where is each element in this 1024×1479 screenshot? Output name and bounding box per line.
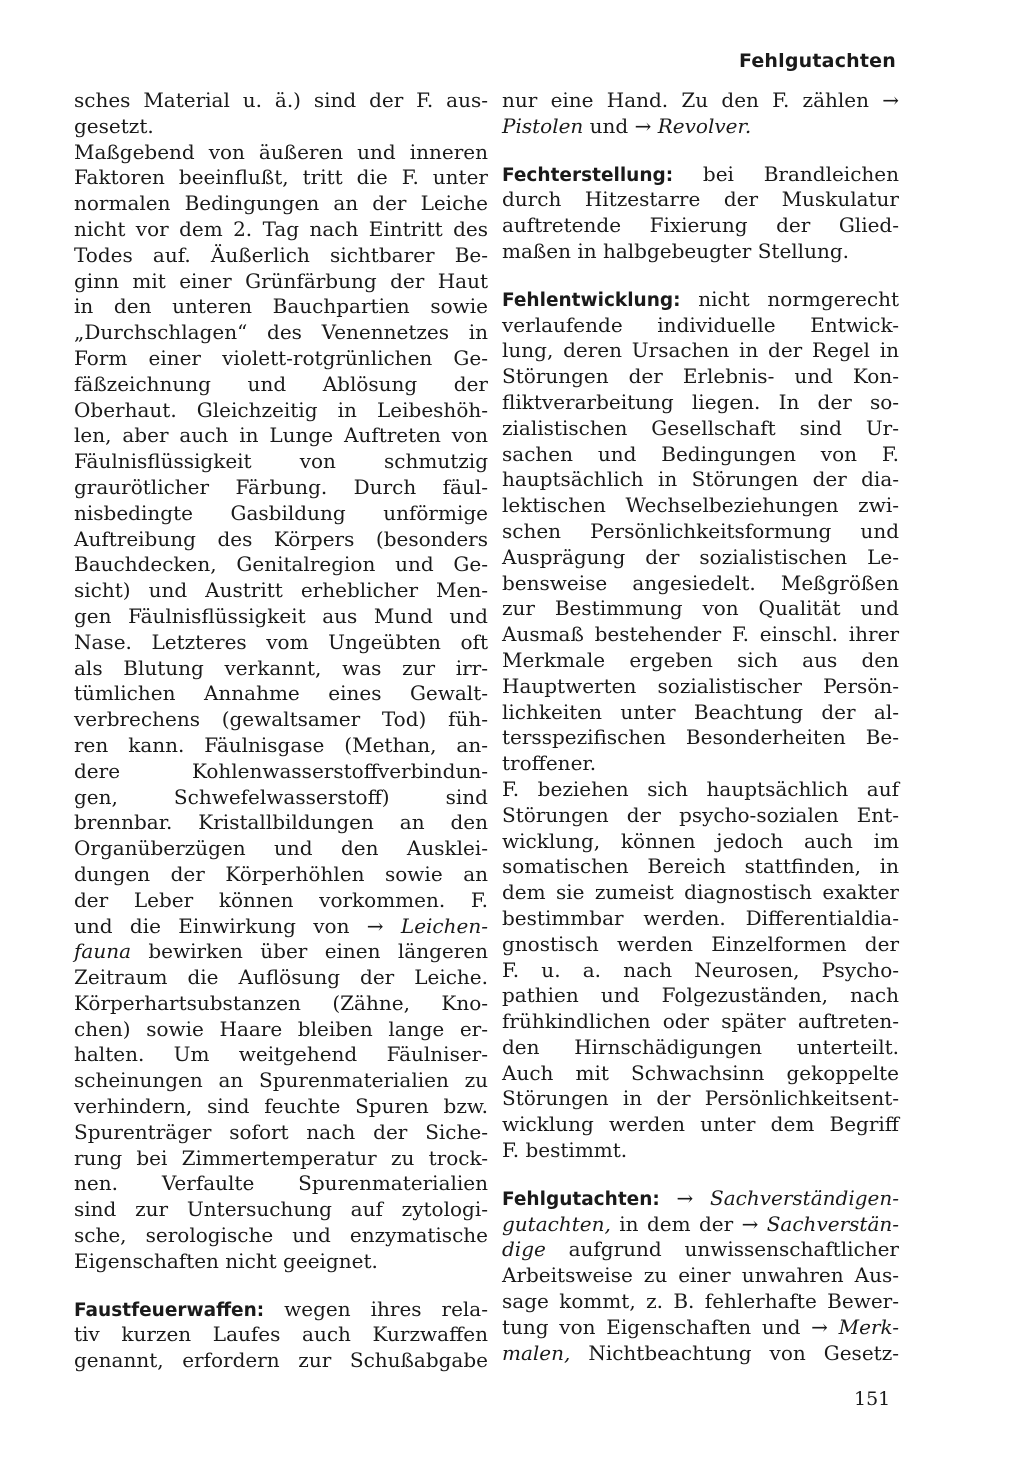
text-line	[74, 217, 488, 243]
text-line	[74, 527, 488, 553]
cross-reference: Leichen-	[400, 913, 488, 938]
text-line	[74, 475, 488, 501]
text-line	[74, 1042, 488, 1068]
text-line	[502, 1086, 899, 1112]
text-run: maßen in halbgebeugter Stellung.	[502, 238, 850, 263]
text-run: wicklung werden unter dem Begriff	[502, 1112, 899, 1137]
text-run: lung, deren Ursachen in der Regel in	[502, 338, 899, 363]
text-run: F. beziehen sich hauptsächlich auf	[502, 776, 899, 801]
text-line	[74, 320, 488, 346]
paragraph-gap	[502, 140, 899, 162]
text-run: sches Material u. ä.) sind der F. aus-	[74, 88, 488, 112]
text-run: dungen der Körperhöhlen sowie an	[74, 861, 488, 886]
text-run: normalen Bedingungen an der Leiche	[74, 191, 488, 216]
paragraph-gap	[502, 265, 899, 287]
text-run: sachen und Bedingungen von F.	[502, 441, 899, 466]
text-run: bensweise angesiedelt. Meßgrößen	[502, 570, 899, 595]
text-line	[502, 983, 899, 1009]
text-run: fliktverarbeitung liegen. In der so-	[502, 389, 899, 414]
text-line	[502, 287, 899, 313]
text-run: verlaufende individuelle Entwick-	[502, 312, 899, 337]
entry-term: Fehlentwicklung:	[502, 289, 681, 311]
text-line	[502, 751, 899, 777]
text-line	[74, 346, 488, 372]
text-run: bewirken über einen längeren	[131, 939, 488, 964]
text-run: Eigenschaften nicht geeignet.	[74, 1248, 378, 1273]
text-line	[502, 1061, 899, 1087]
text-line	[502, 187, 899, 213]
text-line	[74, 965, 488, 991]
text-line	[502, 571, 899, 597]
text-line	[502, 622, 899, 648]
text-line	[74, 862, 488, 888]
text-run: tiv kurzen Laufes auch Kurzwaffen	[74, 1322, 488, 1347]
text-line	[502, 416, 899, 442]
text-line	[74, 191, 488, 217]
text-line	[74, 1094, 488, 1120]
entry-term: Fehlgutachten:	[502, 1188, 660, 1210]
text-line	[502, 338, 899, 364]
text-run: der Leber können vorkommen. F.	[74, 887, 488, 912]
text-run: „Durchschlagen“ des Venennetzes in	[74, 320, 488, 345]
text-line	[74, 1223, 488, 1249]
text-line	[74, 630, 488, 656]
text-run: sage kommt, z. B. fehlerhafte Bewer-	[502, 1289, 899, 1314]
text-run: Bauchdecken, Genitalregion und Ge-	[74, 552, 488, 577]
text-line	[74, 604, 488, 630]
text-line	[74, 991, 488, 1017]
text-line	[74, 269, 488, 295]
text-run: Oberhaut. Gleichzeitig in Leibeshöh-	[74, 397, 488, 422]
paragraph-gap	[502, 1164, 899, 1186]
text-run: und →	[583, 113, 658, 138]
text-run: Ausprägung der sozialistischen Le-	[502, 544, 899, 569]
text-run: dere Kohlenwasserstoffverbindun-	[74, 758, 488, 783]
text-line	[502, 88, 899, 114]
text-run: nisbedingte Gasbildung unförmige	[74, 500, 488, 525]
text-line	[502, 725, 899, 751]
text-line	[74, 294, 488, 320]
text-line	[74, 114, 488, 140]
text-line	[502, 906, 899, 932]
text-line	[502, 700, 899, 726]
cross-reference: Sachverstän-	[766, 1211, 899, 1236]
text-line	[502, 1341, 899, 1367]
text-run: Auch mit Schwachsinn gekoppelte	[502, 1060, 899, 1085]
text-run: Nase. Letzteres vom Ungeübten oft	[74, 629, 488, 654]
text-line	[74, 243, 488, 269]
text-line	[74, 372, 488, 398]
text-line	[502, 493, 899, 519]
text-line	[74, 1017, 488, 1043]
text-run: dem sie zumeist diagnostisch exakter	[502, 880, 899, 905]
text-run: ginn mit einer Grünfärbung der Haut	[74, 268, 488, 293]
page-number: 151	[854, 1388, 891, 1410]
cross-reference: Merk-	[838, 1314, 899, 1339]
text-line	[502, 596, 899, 622]
text-run: brennbar. Kristallbildungen an den	[74, 810, 488, 835]
text-run: scheinungen an Spurenmaterialien zu	[74, 1068, 488, 1093]
text-line	[74, 140, 488, 166]
text-run: wicklung, können jedoch auch im	[502, 828, 899, 853]
running-header: Fehlgutachten	[738, 50, 896, 72]
text-run: rung bei Zimmertemperatur zu trock-	[74, 1145, 488, 1170]
text-run: lektischen Wechselbeziehungen zwi-	[502, 493, 899, 518]
text-run: in den unteren Bauchpartien sowie	[74, 294, 488, 319]
text-line	[74, 1348, 488, 1374]
text-line	[502, 519, 899, 545]
text-run: len, aber auch in Lunge Auftreten von	[74, 423, 488, 448]
text-run: Fäulnisflüssigkeit von schmutzig	[74, 449, 488, 474]
text-run: als Blutung verkannt, was zur irr-	[74, 655, 488, 680]
text-run: →	[659, 1185, 711, 1210]
text-line	[74, 578, 488, 604]
text-line	[502, 1289, 899, 1315]
text-line	[502, 239, 899, 265]
text-run: nicht normgerecht	[680, 286, 899, 311]
text-run: Todes auf. Äußerlich sichtbarer Be-	[74, 242, 488, 267]
text-line	[74, 1171, 488, 1197]
text-run: Maßgebend von äußeren und inneren	[74, 139, 488, 164]
text-line	[74, 656, 488, 682]
text-line	[502, 803, 899, 829]
text-line	[502, 932, 899, 958]
cross-reference: Pistolen	[502, 113, 584, 138]
text-line	[74, 552, 488, 578]
text-line	[74, 681, 488, 707]
text-run: gesetzt.	[74, 113, 154, 138]
text-line	[502, 467, 899, 493]
text-line	[74, 501, 488, 527]
text-line	[502, 213, 899, 239]
entry-term: Fechterstellung:	[502, 164, 674, 186]
text-run: und die Einwirkung von →	[74, 913, 401, 938]
text-run: Form einer violett-rotgrünlichen Ge-	[74, 345, 488, 370]
text-run: frühkindlichen oder später auftreten-	[502, 1009, 899, 1034]
text-line	[502, 545, 899, 571]
text-run: nicht vor dem 2. Tag nach Eintritt des	[74, 216, 488, 241]
text-run: tümlichen Annahme eines Gewalt-	[74, 681, 488, 706]
text-line	[74, 836, 488, 862]
text-run: auftretende Fixierung der Glied-	[502, 213, 899, 238]
text-run: bestimmbar werden. Differentialdia-	[502, 905, 899, 930]
text-line	[502, 1315, 899, 1341]
text-run: Organüberzügen und den Ausklei-	[74, 836, 488, 861]
text-line	[74, 1249, 488, 1275]
text-run: sicht) und Austritt erheblicher Men-	[74, 578, 488, 603]
text-line	[502, 674, 899, 700]
text-run: Störungen der psycho-sozialen Ent-	[502, 802, 899, 827]
text-run: pathien und Folgezuständen, nach	[502, 983, 899, 1008]
text-line	[502, 1035, 899, 1061]
text-run: chen) sowie Haare bleiben lange er-	[74, 1016, 488, 1041]
text-run: Arbeitsweise zu einer unwahren Aus-	[502, 1263, 899, 1288]
text-run: sche, serologische und enzymatische	[74, 1223, 488, 1248]
left-column	[74, 88, 488, 1374]
text-line	[74, 1197, 488, 1223]
text-run: troffener.	[502, 751, 597, 776]
text-line	[74, 759, 488, 785]
text-line	[74, 398, 488, 424]
entry-term: Faustfeuerwaffen:	[74, 1299, 265, 1321]
text-line	[74, 939, 488, 965]
text-run: Spurenträger sofort nach der Siche-	[74, 1119, 488, 1144]
text-run: gnostisch werden Einzelformen der	[502, 931, 899, 956]
text-run: bei Brandleichen	[673, 161, 899, 186]
text-line	[502, 162, 899, 188]
text-run: nur eine Hand. Zu den F. zählen →	[502, 88, 899, 112]
text-line	[502, 442, 899, 468]
text-run: lichkeiten unter Beachtung der al-	[502, 699, 899, 724]
text-run: Merkmale ergeben sich aus den	[502, 647, 899, 672]
cross-reference: gutachten,	[502, 1211, 611, 1236]
text-run: verbrechens (gewaltsamer Tod) füh-	[74, 707, 488, 732]
text-line	[74, 888, 488, 914]
text-line	[502, 648, 899, 674]
text-line	[502, 829, 899, 855]
text-run: Nichtbeachtung von Gesetz-	[570, 1340, 899, 1365]
paragraph-gap	[74, 1275, 488, 1297]
cross-reference: fauna	[74, 939, 132, 964]
text-line	[502, 390, 899, 416]
text-run: ren kann. Fäulnisgase (Methan, an-	[74, 732, 488, 757]
text-line	[74, 449, 488, 475]
text-line	[74, 1297, 488, 1323]
text-run: gen, Schwefelwasserstoff) sind	[74, 784, 488, 809]
text-run: somatischen Bereich stattfinden, in	[502, 854, 899, 879]
text-run: den Hirnschädigungen unterteilt.	[502, 1034, 899, 1059]
text-run: wegen ihres rela-	[264, 1296, 488, 1321]
text-line	[74, 1322, 488, 1348]
text-line	[502, 1009, 899, 1035]
text-run: schen Persönlichkeitsformung und	[502, 518, 899, 543]
text-run: Störungen der Erlebnis- und Kon-	[502, 364, 899, 389]
text-run: gen Fäulnisflüssigkeit aus Mund und	[74, 603, 488, 628]
text-line	[74, 785, 488, 811]
text-line	[502, 364, 899, 390]
cross-reference: dige	[502, 1237, 546, 1262]
text-run: in dem der →	[610, 1211, 767, 1236]
text-line	[502, 854, 899, 880]
text-line	[502, 1186, 899, 1212]
cross-reference: Sachverständigen-	[710, 1185, 899, 1210]
text-line	[74, 1068, 488, 1094]
cross-reference: malen,	[502, 1340, 571, 1365]
text-line	[74, 165, 488, 191]
text-run: genannt, erfordern zur Schußabgabe	[74, 1348, 488, 1373]
text-line	[502, 1263, 899, 1289]
text-line	[502, 1112, 899, 1138]
text-line	[74, 733, 488, 759]
text-run: verhindern, sind feuchte Spuren bzw.	[74, 1094, 488, 1119]
text-run: zialistischen Gesellschaft sind Ur-	[502, 415, 899, 440]
text-line	[74, 914, 488, 940]
text-run: Hauptwerten sozialistischer Persön-	[502, 673, 899, 698]
text-run: halten. Um weitgehend Fäulniser-	[74, 1042, 488, 1067]
text-run: nen. Verfaulte Spurenmaterialien	[74, 1171, 488, 1196]
text-run: durch Hitzestarre der Muskulatur	[502, 187, 899, 212]
text-run: zur Bestimmung von Qualität und	[502, 596, 899, 621]
text-run: fäßzeichnung und Ablösung der	[74, 371, 488, 396]
text-line	[74, 707, 488, 733]
text-line	[502, 313, 899, 339]
text-run: Auftreibung des Körpers (besonders	[74, 526, 488, 551]
cross-reference: Revolver.	[657, 113, 752, 138]
text-run: F. bestimmt.	[502, 1138, 628, 1163]
text-line	[74, 1120, 488, 1146]
text-run: tersspezifischen Besonderheiten Be-	[502, 725, 899, 750]
text-line	[502, 880, 899, 906]
text-line	[502, 958, 899, 984]
text-line	[502, 1237, 899, 1263]
text-line	[74, 1146, 488, 1172]
text-run: tung von Eigenschaften und →	[502, 1314, 839, 1339]
text-line	[74, 423, 488, 449]
text-line	[74, 88, 488, 114]
text-run: sind zur Untersuchung auf zytologi-	[74, 1197, 488, 1222]
text-line	[502, 777, 899, 803]
text-line	[502, 1212, 899, 1238]
text-run: graurötlicher Färbung. Durch fäul-	[74, 474, 488, 499]
text-line	[502, 1138, 899, 1164]
text-run: Störungen in der Persönlichkeitsent-	[502, 1086, 899, 1111]
text-run: Körperhartsubstanzen (Zähne, Kno-	[74, 990, 488, 1015]
text-line	[74, 810, 488, 836]
text-run: aufgrund unwissenschaftlicher	[545, 1237, 899, 1262]
text-run: hauptsächlich in Störungen der dia-	[502, 467, 899, 492]
text-run: F. u. a. nach Neurosen, Psycho-	[502, 957, 899, 982]
right-column	[502, 88, 899, 1366]
text-run: Zeitraum die Auflösung der Leiche.	[74, 965, 488, 990]
text-line	[502, 114, 899, 140]
text-run: Faktoren beeinflußt, tritt die F. unter	[74, 165, 488, 190]
text-run: Ausmaß bestehender F. einschl. ihrer	[502, 622, 899, 647]
